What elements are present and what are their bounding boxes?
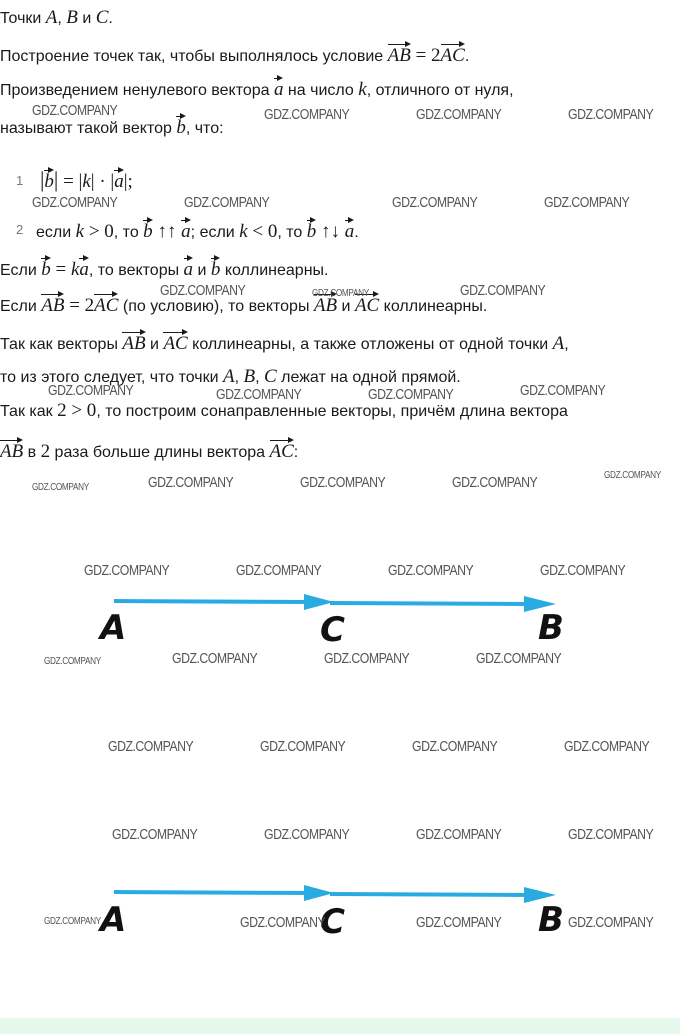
- text: Если: [0, 262, 42, 279]
- vector-b: b: [211, 256, 221, 280]
- list-item-direction: [36, 218, 359, 243]
- watermark: GDZ.COMPANY: [392, 194, 478, 211]
- arrowhead-c: [304, 885, 334, 901]
- watermark: GDZ.COMPANY: [540, 562, 626, 579]
- vector-ac: AC: [94, 292, 118, 316]
- point-c-label: C: [320, 610, 345, 650]
- watermark: GDZ.COMPANY: [416, 826, 502, 843]
- watermark: GDZ.COMPANY: [416, 914, 502, 931]
- point-b-label: B: [538, 608, 564, 648]
- text: называют такой вектор: [0, 120, 177, 137]
- math-expr: = 2: [64, 295, 95, 316]
- watermark: GDZ.COMPANY: [44, 916, 101, 927]
- math-expr: 2: [40, 441, 51, 462]
- vector-b: b: [307, 218, 317, 242]
- text: то из этого следует, что точки: [0, 369, 223, 386]
- text: (по условию), то векторы: [118, 298, 314, 315]
- watermark: GDZ.COMPANY: [604, 470, 661, 481]
- text: ,: [57, 10, 67, 27]
- math-var: A: [552, 333, 565, 354]
- math-expr: 2 > 0: [57, 400, 97, 421]
- vector-b: b: [143, 218, 153, 242]
- vector-ac-arrow-line: [114, 601, 312, 602]
- watermark: GDZ.COMPANY: [324, 650, 410, 667]
- text: , то: [113, 224, 144, 241]
- text-line-construction-note: [0, 401, 568, 422]
- text: и: [77, 10, 96, 27]
- text: , то векторы: [88, 262, 184, 279]
- watermark: GDZ.COMPANY: [520, 382, 606, 399]
- math-expr: = |: [58, 171, 83, 192]
- vector-b: b: [44, 168, 54, 192]
- vector-cb-arrow-line: [330, 894, 530, 895]
- watermark: GDZ.COMPANY: [416, 106, 502, 123]
- vector-a: a: [184, 256, 194, 280]
- watermark: GDZ.COMPANY: [236, 562, 322, 579]
- text: :: [293, 444, 299, 461]
- watermark: GDZ.COMPANY: [84, 562, 170, 579]
- math-expr: |;: [123, 171, 133, 192]
- vector-a: a: [274, 76, 284, 100]
- text: ,: [255, 369, 264, 386]
- vector-a: a: [345, 218, 355, 242]
- math-var: A: [45, 7, 58, 28]
- text: коллинеарны, а также отложены от одной точки: [187, 336, 553, 353]
- text: .: [354, 224, 359, 241]
- watermark: GDZ.COMPANY: [216, 386, 302, 403]
- list-number: 1: [16, 173, 24, 188]
- watermark: GDZ.COMPANY: [568, 826, 654, 843]
- vector-diagram-1: [0, 580, 680, 660]
- watermark: GDZ.COMPANY: [260, 738, 346, 755]
- text: ,: [564, 336, 569, 353]
- text: Построение точек так, чтобы выполнялось условие: [0, 48, 388, 65]
- math-bar: |: [40, 167, 45, 192]
- vector-ac-arrow-line: [114, 892, 312, 893]
- vector-ac: AC: [270, 438, 294, 462]
- vector-cb-arrow-line: [330, 603, 530, 604]
- vector-ab: AB: [41, 292, 64, 316]
- math-var: A: [223, 366, 235, 387]
- watermark: GDZ.COMPANY: [264, 826, 350, 843]
- point-c-label: C: [320, 902, 345, 942]
- text: , то: [277, 224, 307, 241]
- math-var: C: [95, 7, 109, 28]
- math-var: B: [66, 7, 78, 28]
- text: Произведением ненулевого вектора: [0, 82, 274, 99]
- text: лежат на одной прямой.: [276, 369, 461, 386]
- watermark: GDZ.COMPANY: [160, 282, 246, 299]
- watermark: GDZ.COMPANY: [368, 386, 454, 403]
- math-expr: ↑↓: [316, 221, 345, 242]
- math-expr: < 0: [247, 221, 278, 242]
- text: раза больше длины вектора: [50, 444, 270, 461]
- watermark: GDZ.COMPANY: [312, 288, 369, 299]
- text: , то построим сонаправленные векторы, причём длина вектора: [96, 403, 568, 420]
- list-number: 2: [16, 222, 24, 237]
- vector-a: a: [181, 218, 191, 242]
- watermark: GDZ.COMPANY: [388, 562, 474, 579]
- watermark: GDZ.COMPANY: [44, 656, 101, 667]
- text: и: [337, 298, 355, 315]
- watermark: GDZ.COMPANY: [32, 194, 118, 211]
- list-item-modulus: [40, 168, 133, 193]
- vector-ab: AB: [122, 330, 145, 354]
- vector-ac: AC: [355, 292, 379, 316]
- text: коллинеарны.: [220, 262, 329, 279]
- text-line-points: [0, 8, 113, 29]
- vector-ac: AC: [441, 42, 465, 66]
- vector-b: b: [176, 114, 186, 138]
- watermark: GDZ.COMPANY: [48, 382, 134, 399]
- text: в: [23, 444, 41, 461]
- text: ,: [234, 369, 244, 386]
- text: Так как: [0, 403, 58, 420]
- math-expr: > 0: [84, 221, 114, 242]
- math-bar: |: [53, 167, 59, 192]
- watermark: GDZ.COMPANY: [32, 482, 89, 493]
- vector-a: a: [79, 256, 89, 280]
- vector-ab: AB: [388, 42, 411, 66]
- watermark: GDZ.COMPANY: [412, 738, 498, 755]
- vector-ab: AB: [0, 438, 23, 462]
- watermark: GDZ.COMPANY: [264, 106, 350, 123]
- point-b-label: B: [538, 900, 564, 940]
- text: Так как векторы: [0, 336, 123, 353]
- text-line-construction: [0, 42, 469, 67]
- text-line-length-ratio: [0, 438, 298, 463]
- vector-ac: AC: [163, 330, 187, 354]
- text: и: [193, 262, 211, 279]
- text: коллинеарны.: [379, 298, 488, 315]
- math-var: B: [243, 366, 256, 387]
- math-var: k: [82, 171, 91, 192]
- watermark: GDZ.COMPANY: [300, 474, 386, 491]
- watermark: GDZ.COMPANY: [32, 102, 118, 119]
- arrowhead-c: [304, 594, 334, 610]
- vector-ab: AB: [314, 292, 337, 316]
- footer-bar: [0, 1018, 680, 1034]
- math-var: k: [75, 221, 85, 242]
- watermark: GDZ.COMPANY: [568, 914, 654, 931]
- text: , что:: [185, 120, 224, 137]
- watermark: GDZ.COMPANY: [184, 194, 270, 211]
- text: , отличного от нуля,: [366, 82, 514, 99]
- text: на число: [283, 82, 359, 99]
- text-line-reasoning: [0, 330, 569, 355]
- watermark: GDZ.COMPANY: [452, 474, 538, 491]
- math-expr: =: [50, 259, 71, 280]
- math-expr: = 2: [410, 45, 441, 66]
- watermark: GDZ.COMPANY: [544, 194, 630, 211]
- watermark: GDZ.COMPANY: [172, 650, 258, 667]
- watermark: GDZ.COMPANY: [460, 282, 546, 299]
- point-a-label: A: [100, 608, 127, 648]
- vector-b: b: [41, 256, 51, 280]
- text: и: [145, 336, 164, 353]
- text: .: [108, 10, 113, 27]
- text-line-collinear-def: [0, 256, 328, 281]
- text: ; если: [190, 224, 240, 241]
- vector-a: a: [114, 168, 124, 192]
- watermark: GDZ.COMPANY: [148, 474, 234, 491]
- watermark: GDZ.COMPANY: [476, 650, 562, 667]
- text: Точки: [0, 10, 46, 27]
- math-expr: ↑↑: [152, 221, 182, 242]
- text: .: [464, 48, 470, 65]
- math-var: k: [239, 221, 248, 242]
- text: Если: [0, 298, 42, 315]
- math-var: C: [264, 366, 277, 387]
- watermark: GDZ.COMPANY: [112, 826, 198, 843]
- watermark: GDZ.COMPANY: [240, 914, 326, 931]
- text: если: [36, 224, 76, 241]
- point-a-label: A: [100, 900, 127, 940]
- math-var: k: [358, 79, 367, 100]
- math-var: k: [70, 259, 80, 280]
- text-line-definition: [0, 76, 514, 101]
- watermark: GDZ.COMPANY: [108, 738, 194, 755]
- vector-diagram-2: [0, 872, 680, 952]
- math-expr: | · |: [90, 171, 115, 192]
- watermark: GDZ.COMPANY: [564, 738, 650, 755]
- watermark: GDZ.COMPANY: [568, 106, 654, 123]
